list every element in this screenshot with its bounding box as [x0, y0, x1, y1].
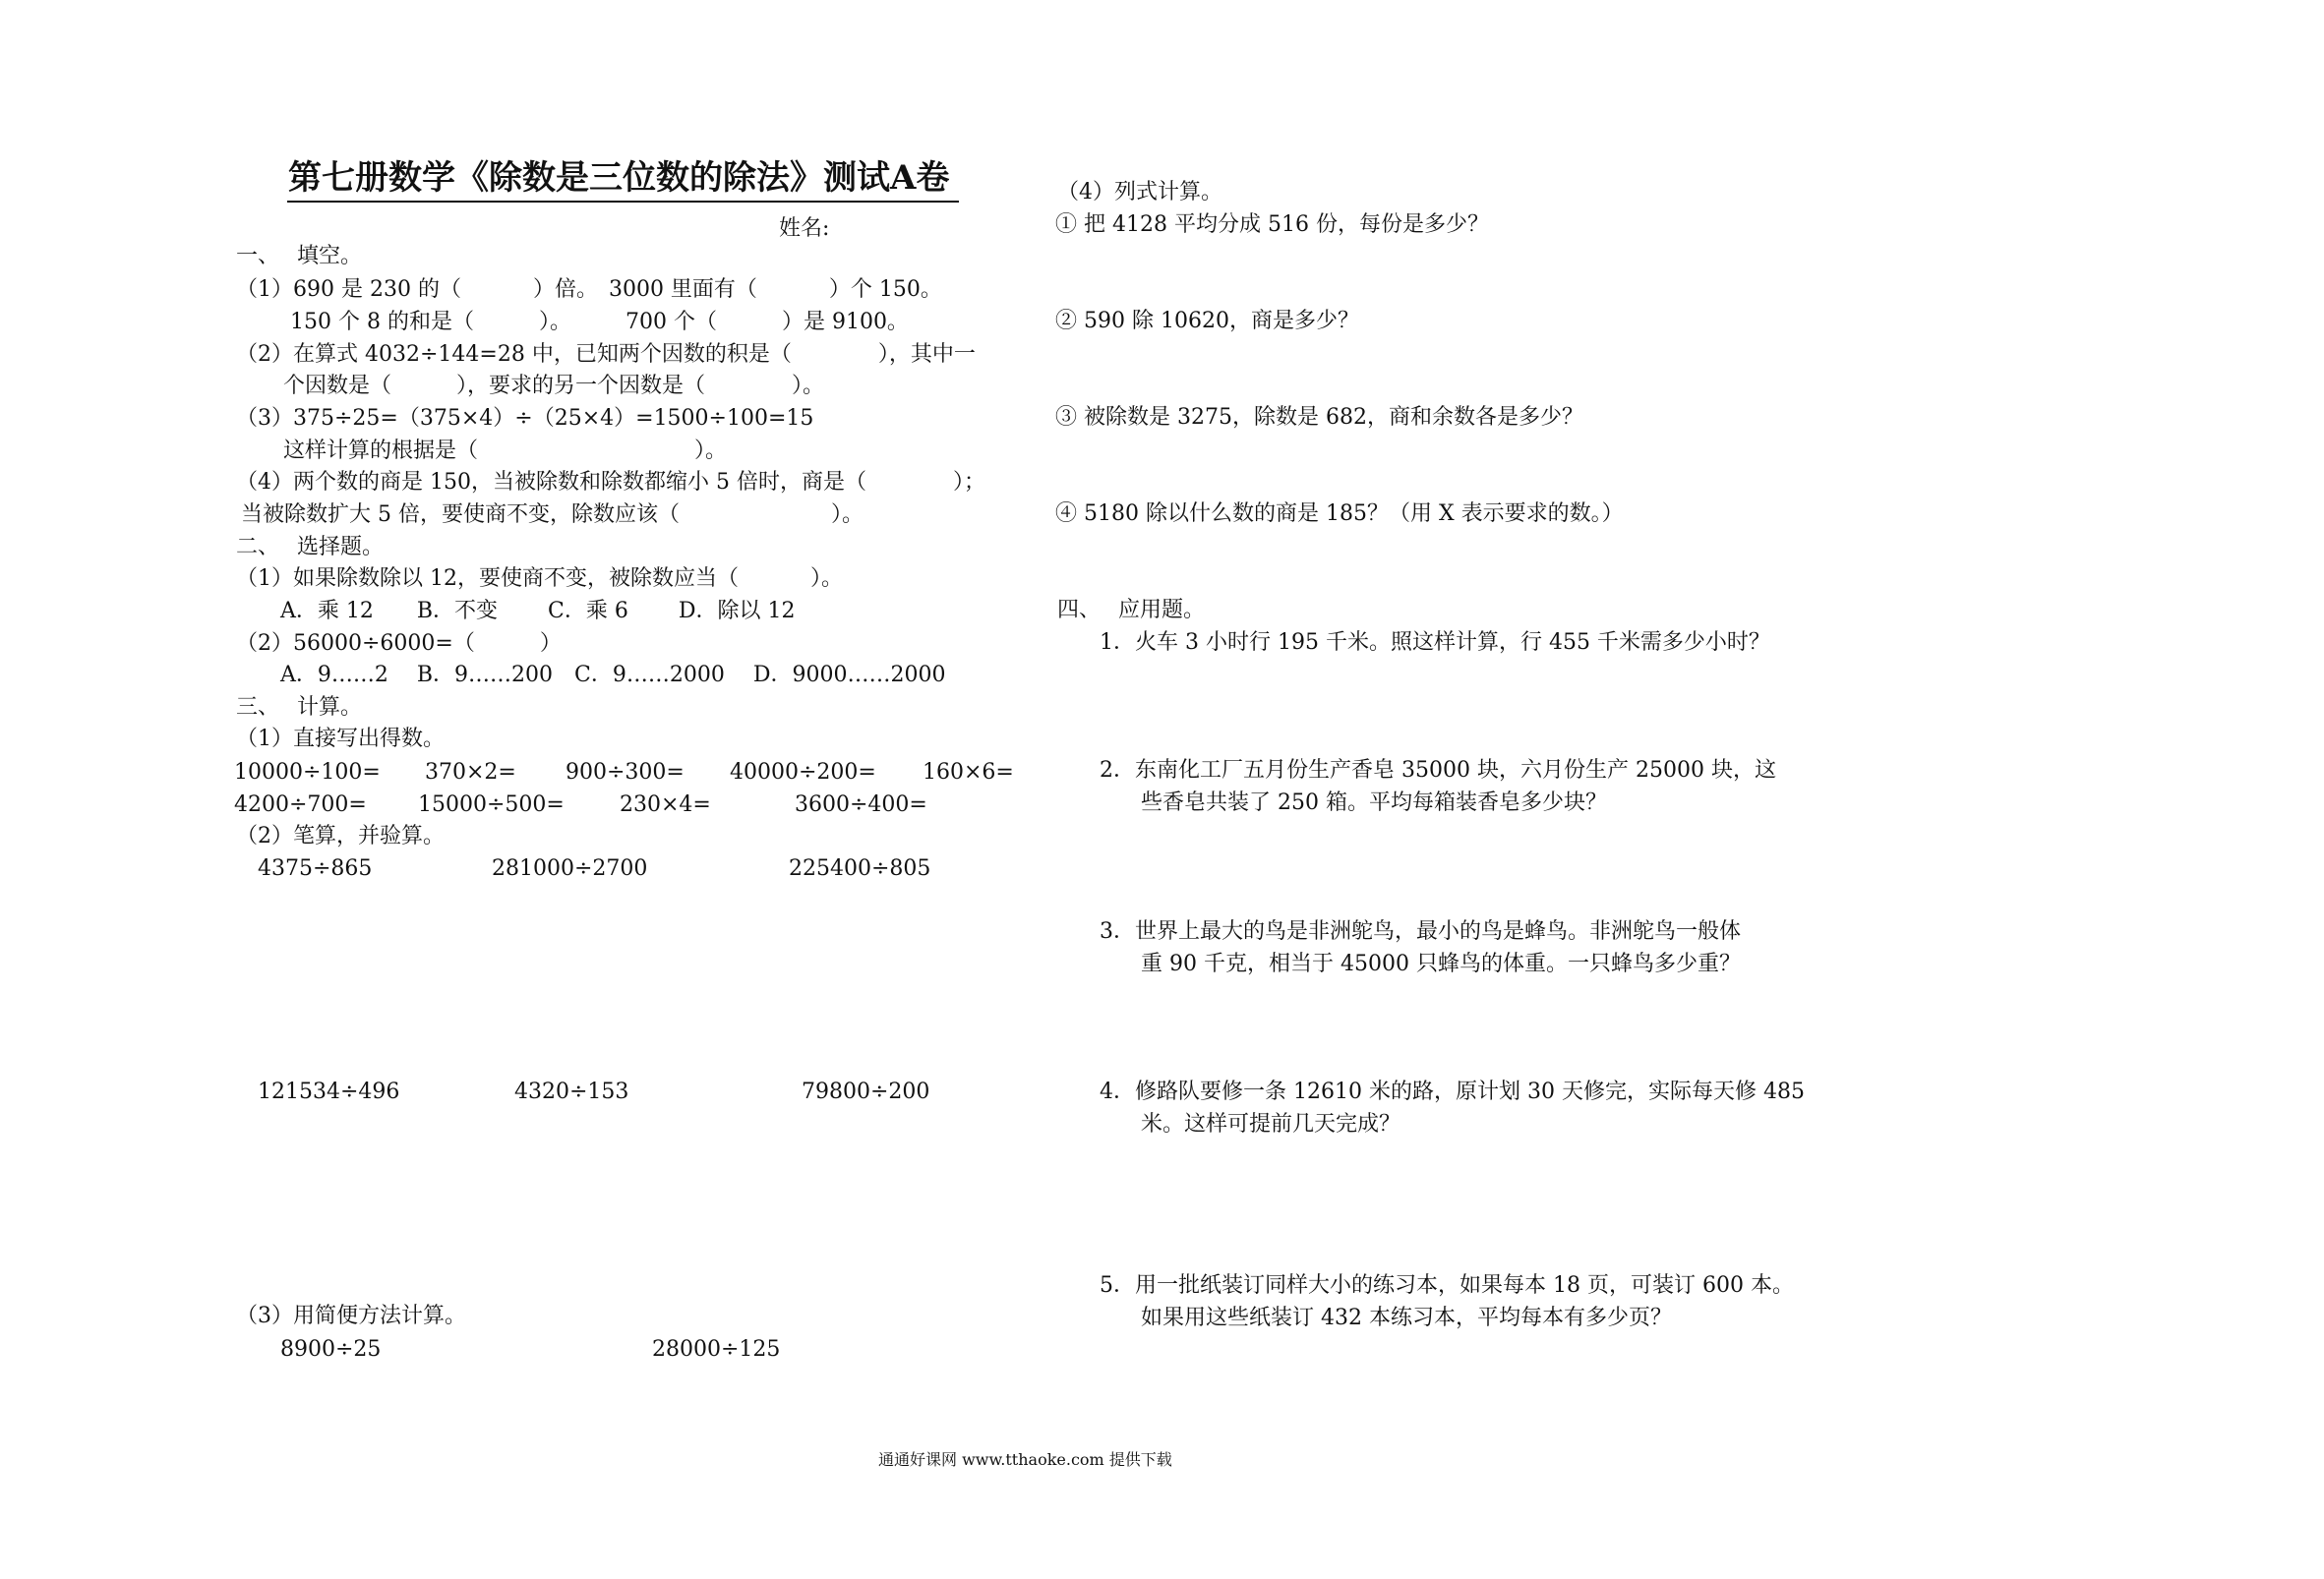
- written-calc-item: 121534÷496: [258, 1080, 400, 1104]
- question-3-4: （4）列式计算。: [1057, 180, 1222, 205]
- word-problem-2-cont: 些香皂共装了 250 箱。平均每箱装香皂多少块？: [1141, 790, 1607, 815]
- word-problem-1: 1．火车 3 小时行 195 千米。照这样计算，行 455 千米需多少小时？: [1100, 630, 1770, 655]
- question-2-1: （1）如果除数除以 12，要使商不变，被除数应当（ ）。: [236, 566, 843, 591]
- word-problem-3: 3．世界上最大的鸟是非洲鸵鸟，最小的鸟是蜂鸟。非洲鸵鸟一般体: [1100, 919, 1741, 944]
- expression-problem-2: ② 590 除 10620，商是多少？: [1055, 309, 1359, 333]
- question-1-3-cont: 这样计算的根据是（ ）。: [283, 439, 728, 463]
- calc-item: 900÷300=: [566, 760, 685, 785]
- section-1-header: 一、 填空。: [236, 244, 362, 268]
- written-calc-item: 4320÷153: [514, 1080, 629, 1104]
- section-2-header: 二、 选择题。: [236, 535, 384, 559]
- question-1-1: （1）690 是 230 的（ ）倍。 3000 里面有（ ）个 150。: [236, 277, 942, 302]
- name-label: 姓名:: [779, 216, 830, 241]
- question-1-2: （2）在算式 4032÷144=28 中，已知两个因数的积是（ ），其中一: [236, 342, 976, 367]
- question-1-3: （3）375÷25=（375×4）÷（25×4）=1500÷100=15: [236, 406, 814, 431]
- expression-problem-3: ③ 被除数是 3275，除数是 682，商和余数各是多少？: [1055, 405, 1583, 430]
- question-3-3: （3）用简便方法计算。: [236, 1304, 466, 1328]
- word-problem-5-cont: 如果用这些纸装订 432 本练习本，平均每本有多少页？: [1141, 1306, 1672, 1330]
- calc-item: 40000÷200=: [730, 760, 876, 785]
- expression-problem-4: ④ 5180 除以什么数的商是 185？（用 X 表示要求的数。）: [1055, 501, 1624, 526]
- written-calc-item: 281000÷2700: [492, 856, 648, 881]
- question-1-1-cont: 150 个 8 的和是（ ）。 700 个（ ）是 9100。: [290, 310, 909, 334]
- word-problem-4-cont: 米。这样可提前几天完成？: [1141, 1112, 1401, 1137]
- calc-item: 4200÷700=: [234, 792, 367, 817]
- word-problem-3-cont: 重 90 千克，相当于 45000 只蜂鸟的体重。一只蜂鸟多少重？: [1141, 952, 1741, 976]
- word-problem-4: 4．修路队要修一条 12610 米的路，原计划 30 天修完，实际每天修 485: [1100, 1080, 1805, 1104]
- question-1-4: （4）两个数的商是 150，当被除数和除数都缩小 5 倍时，商是（ ）；: [236, 470, 985, 495]
- page-title: 第七册数学《除数是三位数的除法》测试A卷: [288, 158, 950, 198]
- section-3-header: 三、 计算。: [236, 695, 362, 720]
- section-4-header: 四、 应用题。: [1057, 598, 1205, 622]
- calc-item: 160×6=: [923, 760, 1014, 785]
- calc-item: 230×4=: [620, 792, 711, 817]
- written-calc-item: 4375÷865: [258, 856, 373, 881]
- question-2-2-options: A．9……2 B．9……200 C．9……2000 D．9000……2000: [280, 663, 946, 687]
- question-3-1: （1）直接写出得数。: [236, 727, 445, 751]
- word-problem-5: 5．用一批纸装订同样大小的练习本，如果每本 18 页，可装订 600 本。: [1100, 1273, 1794, 1298]
- question-1-4-cont: 当被除数扩大 5 倍，要使商不变，除数应该（ ）。: [241, 502, 864, 527]
- calc-item: 370×2=: [425, 760, 516, 785]
- question-2-2: （2）56000÷6000=（ ）: [236, 631, 562, 656]
- simple-calc-item: 28000÷125: [652, 1337, 781, 1362]
- question-2-1-options: A．乘 12 B．不变 C．乘 6 D．除以 12: [280, 599, 796, 623]
- calc-item: 15000÷500=: [418, 792, 565, 817]
- question-3-2: （2）笔算，并验算。: [236, 824, 445, 848]
- question-1-2-cont: 个因数是（ ），要求的另一个因数是（ ）。: [283, 374, 825, 398]
- calc-item: 3600÷400=: [795, 792, 927, 817]
- expression-problem-1: ① 把 4128 平均分成 516 份，每份是多少？: [1055, 212, 1489, 237]
- word-problem-2: 2．东南化工厂五月份生产香皂 35000 块，六月份生产 25000 块，这: [1100, 758, 1776, 783]
- simple-calc-item: 8900÷25: [280, 1337, 382, 1362]
- calc-item: 10000÷100=: [234, 760, 381, 785]
- title-underline: [287, 201, 959, 203]
- written-calc-item: 225400÷805: [789, 856, 931, 881]
- footer-credit: 通通好课网 www.tthaoke.com 提供下载: [878, 1450, 1172, 1469]
- written-calc-item: 79800÷200: [802, 1080, 930, 1104]
